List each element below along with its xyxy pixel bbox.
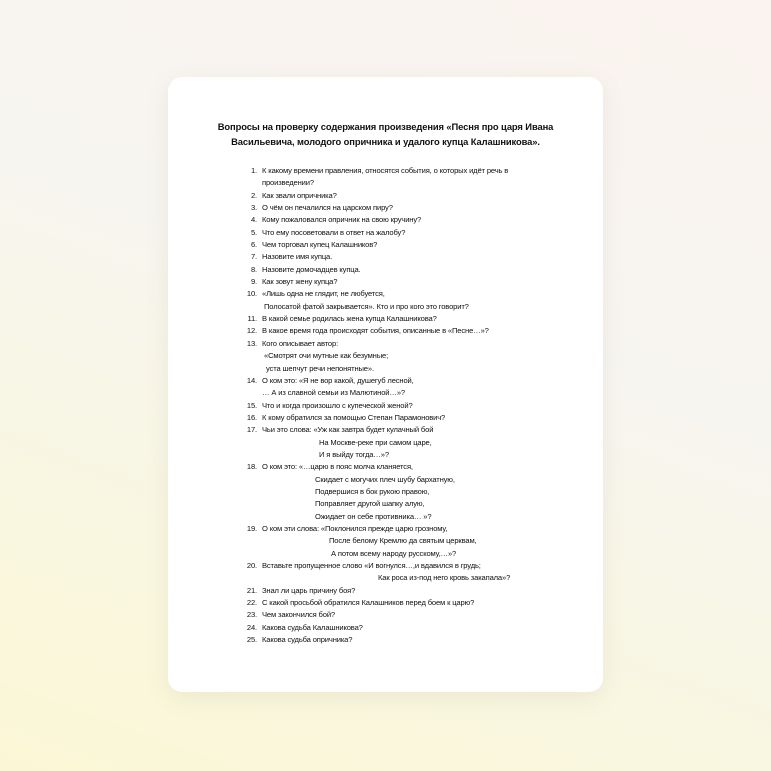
question-number: 4.: [250, 215, 257, 225]
question-number: 20.: [246, 561, 257, 570]
question-line: Знал ли царь причину боя?: [262, 585, 356, 595]
question-line: произведении?: [262, 178, 314, 188]
question-line: А потом всему народу русскому,…»?: [331, 548, 457, 558]
question-item: [242, 609, 587, 621]
question-line: На Москве-реке при самом царе,: [319, 437, 432, 447]
question-number: 25.: [246, 635, 257, 645]
question-number: 11.: [247, 314, 257, 324]
question-line: К кому обратился за помощью Степан Парамонович?: [262, 412, 446, 422]
question-text: [262, 165, 587, 190]
question-number: 8.: [250, 264, 257, 274]
question-text: [262, 325, 587, 337]
question-text: [262, 288, 587, 313]
question-line: И я выйду тогда…»?: [319, 449, 389, 459]
question-line: Назовите имя купца.: [262, 252, 333, 262]
question-line: Кому пожаловался опричник на свою кручину?: [262, 215, 422, 225]
question-number: 12.: [246, 326, 257, 336]
question-number: 9.: [250, 277, 257, 287]
question-line: О ком эти слова: «Поклонился прежде царю грозному,: [262, 523, 448, 533]
question-text: [262, 597, 587, 609]
question-item: [242, 251, 587, 263]
question-number: 6.: [250, 240, 257, 250]
question-line: Вставьте пропущенное слово «И вогнулся…,и вдавился в грудь;: [262, 561, 481, 570]
question-line: С какой просьбой обратился Калашников перед боем к царю?: [262, 598, 475, 608]
question-number: 15.: [246, 400, 257, 410]
question-item: [242, 202, 587, 214]
question-text: [262, 412, 587, 424]
question-line: Чьи это слова: «Уж как завтра будет кулачный бой: [262, 425, 434, 435]
question-line: В какое время года происходят события, описанные в «Песне…»?: [262, 326, 489, 336]
question-number: 19.: [246, 523, 257, 533]
question-line: О ком это: «Я не вор какой, душегуб лесной,: [262, 375, 414, 385]
question-number: 3.: [250, 203, 257, 213]
question-number: 14.: [246, 375, 257, 385]
question-text: [262, 264, 587, 276]
question-line: Как роса из-под него кровь закапала»?: [378, 573, 511, 583]
question-item: [242, 276, 587, 288]
question-line: Назовите домочадцев купца.: [262, 264, 361, 274]
question-line: После белому Кремлю да святым церквам,: [329, 536, 477, 546]
question-line: Как зовут жену купца?: [262, 277, 338, 287]
question-number: 21.: [246, 585, 257, 595]
question-line: Чем закончился бой?: [262, 610, 335, 620]
question-item: [242, 424, 587, 461]
question-text: [262, 424, 587, 461]
question-item: [242, 338, 587, 375]
question-item: [242, 634, 587, 646]
question-item: [242, 523, 587, 560]
question-line: Что ему посоветовали в ответ на жалобу?: [262, 227, 406, 237]
question-item: [242, 622, 587, 634]
question-text: [262, 609, 587, 621]
question-text: [262, 190, 587, 202]
question-text: [262, 313, 587, 325]
question-line: О чём он печалился на царском пиру?: [262, 203, 393, 213]
question-item: [242, 325, 587, 337]
question-line: Ожидает он себе противника… »?: [315, 511, 432, 521]
question-line: … А из славной семьи из Малютиной…»?: [262, 388, 405, 398]
question-text: [262, 276, 587, 288]
question-number: 2.: [250, 190, 257, 200]
question-text: [262, 375, 587, 400]
question-line: К какому времени правления, относятся события, о которых идёт речь в: [262, 166, 509, 175]
question-line: уста шепчут речи непонятные».: [266, 363, 374, 373]
question-number: 17.: [246, 425, 257, 435]
question-text: [262, 251, 587, 263]
title-line: Васильевича, молодого опричника и удалого купца Калашникова».: [231, 136, 540, 147]
question-number: 24.: [246, 622, 257, 632]
question-text: [262, 338, 587, 375]
question-number: 10.: [246, 289, 257, 299]
question-text: [262, 622, 587, 634]
question-item: [242, 313, 587, 325]
question-number: 7.: [250, 252, 257, 262]
question-item: [242, 597, 587, 609]
question-list: [242, 165, 587, 646]
question-item: [242, 165, 587, 190]
question-line: Чем торговал купец Калашников?: [262, 240, 378, 250]
question-number: 23.: [246, 610, 257, 620]
question-text: [262, 227, 587, 239]
question-number: 16.: [246, 412, 257, 422]
question-line: В какой семье родилась жена купца Калашникова?: [262, 314, 437, 324]
question-text: [262, 585, 587, 597]
question-number: 22.: [246, 598, 257, 608]
question-item: [242, 288, 587, 313]
question-text: [262, 634, 587, 646]
question-item: [242, 461, 587, 523]
question-line: Кого описывает автор:: [262, 338, 339, 348]
question-text: [262, 400, 587, 412]
question-line: Какова судьба опричника?: [262, 635, 353, 645]
question-item: [242, 264, 587, 276]
question-text: [262, 239, 587, 251]
question-item: [242, 190, 587, 202]
question-line: Полосатой фатой закрывается». Кто и про кого это говорит?: [264, 301, 469, 311]
question-text: [262, 461, 587, 523]
question-item: [242, 412, 587, 424]
question-line: Какова судьба Калашникова?: [262, 622, 363, 632]
question-line: О ком это: «…царю в пояс молча кланяется,: [262, 462, 413, 472]
question-number: 13.: [246, 338, 257, 348]
question-item: [242, 400, 587, 412]
page-title: [168, 119, 603, 149]
question-item: [242, 239, 587, 251]
question-text: [262, 202, 587, 214]
question-line: Как звали опричника?: [262, 190, 337, 200]
question-number: 1.: [250, 166, 257, 175]
question-item: [242, 585, 587, 597]
question-line: «Лишь одна не глядит, не любуется,: [262, 289, 385, 299]
question-text: [262, 560, 587, 585]
question-text: [262, 214, 587, 226]
question-line: «Смотрят очи мутные как безумные;: [264, 351, 389, 361]
question-line: Что и когда произошло с купеческой женой?: [262, 400, 413, 410]
question-line: Скидает с могучих плеч шубу бархатную,: [315, 474, 455, 484]
question-text: [262, 523, 587, 560]
question-number: 18.: [246, 462, 257, 472]
question-item: [242, 560, 587, 585]
question-line: Поправляет другой шапку алую,: [315, 499, 425, 509]
question-line: Подвершися в бок рукою правою,: [315, 486, 430, 496]
question-item: [242, 227, 587, 239]
question-number: 5.: [250, 227, 257, 237]
title-line: Вопросы на проверку содержания произведения «Песня про царя Ивана: [217, 121, 554, 132]
question-item: [242, 375, 587, 400]
document-page: [168, 77, 603, 692]
question-item: [242, 214, 587, 226]
